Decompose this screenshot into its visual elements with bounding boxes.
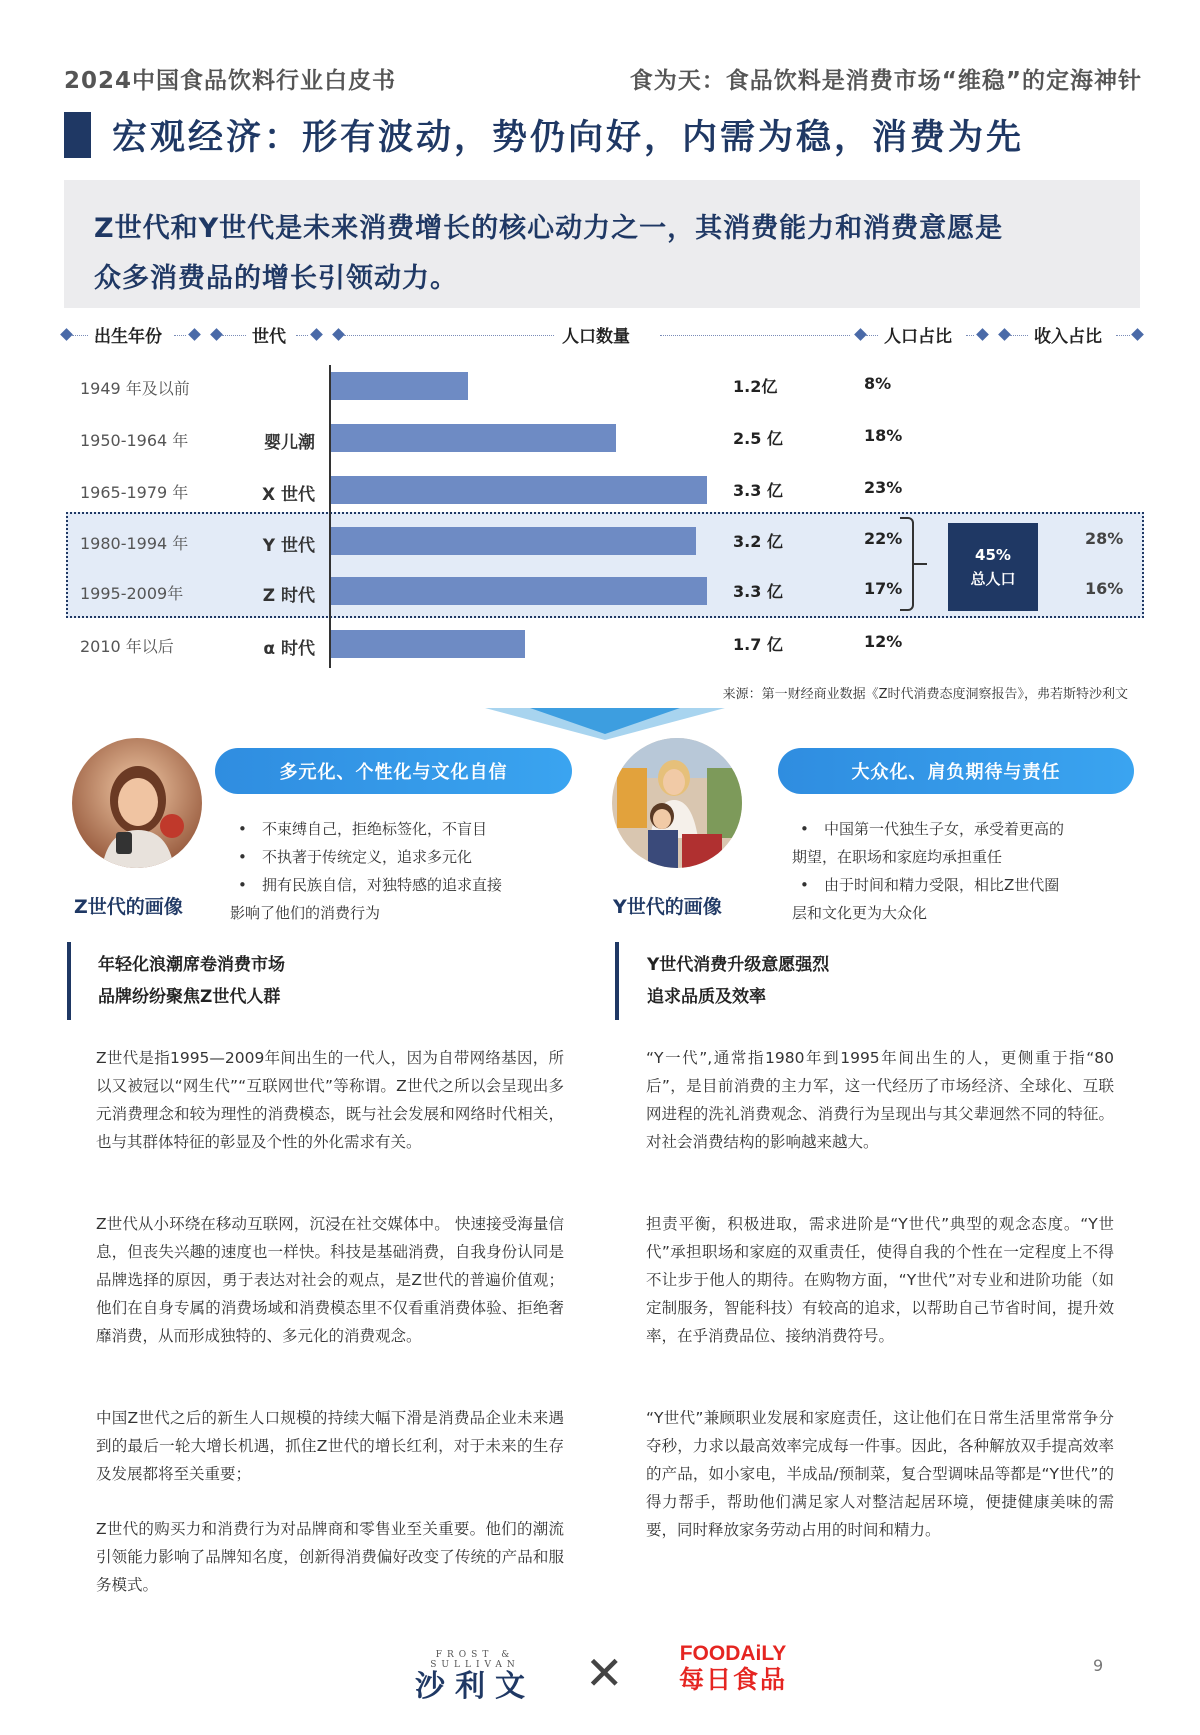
dotted-rule (296, 335, 308, 336)
header-birth-year: 出生年份 (94, 327, 162, 347)
row-income-share: 28% (1085, 529, 1124, 548)
right-paragraph-3: “Y世代”兼顾职业发展和家庭责任，这让他们在日常生活里常常争分夺秒，力求以最高效率完成每一件事。因此，各种解放双手提高效率的产品，如小家电，半成品/预制菜，复合型调味品等都是“Y世代”的得力帮手，帮助他们满足家人对整洁起居环境，便捷健康美味的需要，同时释放家务劳动占用的时间和精力。 (646, 1409, 1114, 1539)
summary-line-1: Z世代和Y世代是未来消费增长的核心动力之一，其消费能力和消费意愿是 (94, 213, 1004, 244)
collaboration-x-icon: ✕ (585, 1646, 624, 1700)
bullet-item (230, 871, 570, 927)
left-paragraph-3: 中国Z世代之后的新生人口规模的持续大幅下滑是消费品企业未来遇到的最后一轮大增长机遇，抓住Z世代的增长红利，对于未来的生存及发展都将至关重要； (96, 1409, 564, 1483)
diamond-marker (976, 328, 989, 341)
row-population-share: 18% (864, 426, 903, 445)
population-bar (331, 476, 707, 504)
bullet-item: • 不束缚自己，拒绝标签化，不盲目 (230, 815, 570, 843)
left-subtitle-line-2: 品牌纷纷聚焦Z世代人群 (98, 987, 281, 1007)
bullet-continuation: 层和文化更为大众化 (792, 904, 928, 922)
bullet-item: • 不执著于传统定义，追求多元化 (230, 843, 570, 871)
right-subtitle-line-2: 追求品质及效率 (647, 987, 766, 1007)
row-birth-year: 2010 年以后 (80, 637, 174, 656)
header-income-share: 收入占比 (1034, 327, 1102, 347)
bar-axis (329, 365, 331, 668)
z-portrait-theme-pill: 多元化、个性化与文化自信 (215, 748, 572, 794)
summary-box (64, 180, 1140, 308)
population-bar (331, 424, 616, 452)
left-subtitle (98, 949, 285, 1013)
population-bar (331, 527, 696, 555)
total-population-box (948, 523, 1038, 611)
row-population-share: 8% (864, 374, 892, 393)
population-bar (331, 630, 525, 658)
total-population-pct: 45% (975, 546, 1011, 564)
report-slogan: 食为天：食品饮料是消费市场“维稳”的定海神针 (629, 68, 1142, 94)
dotted-rule (866, 335, 878, 336)
header-generation: 世代 (252, 327, 286, 347)
diamond-marker (60, 328, 73, 341)
foodaily-logo-cn: 每日食品 (678, 1665, 787, 1694)
row-population: 3.2 亿 (733, 532, 783, 551)
right-paragraph-1: “Y一代”,通常指1980年到1995年间出生的人，更侧重于指“80后”，是目前消费的主力军，这一代经历了市场经济、全球化、互联网进程的洗礼消费观念、消费行为呈现出与其父辈迥然不同的特征。对社会消费结构的影响越来越大。 (646, 1049, 1114, 1151)
bullet-text: 中国第一代独生子女，承受着更高的 (824, 820, 1065, 838)
dotted-rule (966, 335, 974, 336)
dotted-rule (344, 335, 554, 336)
diamond-marker (188, 328, 201, 341)
row-population-share: 23% (864, 478, 903, 497)
row-population-share: 17% (864, 579, 903, 598)
left-paragraph-2: Z世代从小环绕在移动互联网，沉浸在社交媒体中。 快速接受海量信息，但丧失兴趣的速度也一样快。科技是基础消费，自我身份认同是品牌选择的原因，勇于表达对社会的观点，是Z世代的普遍价值观；他们在自身专属的消费场域和消费模态里不仅看重消费体验、拒绝奢靡消费，从而形成独特的、多元化的消费观念。 (96, 1215, 564, 1345)
z-portrait-bullets (230, 815, 570, 927)
row-population: 1.2亿 (733, 377, 778, 396)
diamond-marker (310, 328, 323, 341)
row-income-share: 16% (1085, 579, 1124, 598)
bullet-continuation: 期望，在职场和家庭均承担重任 (792, 848, 1003, 866)
foodaily-logo (668, 1642, 798, 1694)
summary-line-2: 众多消费品的增长引领动力。 (94, 263, 458, 294)
bullet-continuation: 影响了他们的消费行为 (230, 904, 381, 922)
dotted-rule (1010, 335, 1028, 336)
right-subtitle-bar (615, 942, 619, 1020)
frost-sullivan-logo (400, 1650, 550, 1704)
diamond-marker (332, 328, 345, 341)
title-accent-bar (64, 112, 91, 158)
row-generation: Y 世代 (262, 536, 315, 556)
y-portrait-label: Y世代的画像 (613, 896, 722, 918)
row-birth-year: 1980-1994 年 (80, 534, 189, 553)
row-generation: Z 时代 (262, 586, 315, 606)
y-portrait-theme-pill: 大众化、肩负期待与责任 (778, 748, 1134, 794)
population-bar (331, 577, 707, 605)
diamond-marker (210, 328, 223, 341)
row-birth-year: 1995-2009年 (80, 584, 184, 603)
diamond-marker (854, 328, 867, 341)
row-birth-year: 1950-1964 年 (80, 431, 189, 450)
row-population-share: 12% (864, 632, 903, 651)
frost-sullivan-logo-cn: 沙利文 (415, 1669, 535, 1704)
left-paragraph-4: Z世代的购买力和消费行为对品牌商和零售业至关重要。他们的潮流引领能力影响了品牌知名度，创新得消费偏好改变了传统的产品和服务模式。 (96, 1520, 564, 1594)
bullet-text: 由于时间和精力受限，相比Z世代圈 (824, 876, 1060, 894)
left-subtitle-bar (67, 942, 71, 1020)
yz-bracket (900, 517, 914, 611)
source-note: 来源：第一财经商业数据《Z时代消费态度洞察报告》，弗若斯特沙利文 (722, 687, 1128, 702)
dotted-rule (1116, 335, 1130, 336)
page-title: 宏观经济：形有波动，势仍向好，内需为稳，消费为先 (112, 118, 1025, 158)
row-population: 1.7 亿 (733, 635, 783, 654)
row-population: 2.5 亿 (733, 429, 783, 448)
frost-sullivan-logo-en: FROST & SULLIVAN (430, 1650, 520, 1670)
row-generation: 婴儿潮 (264, 433, 315, 453)
bullet-text: 拥有民族自信，对独特感的追求直接 (262, 876, 503, 894)
z-portrait-label: Z世代的画像 (74, 896, 183, 918)
left-paragraph-1: Z世代是指1995—2009年间出生的一代人，因为自带网络基因，所以又被冠以“网生代”“互联网世代”等称谓。Z世代之所以会呈现出多元消费理念和较为理性的消费模态，既与社会发展和网络时代相关，也与其群体特征的彰显及个性的外化需求有关。 (96, 1049, 564, 1151)
row-birth-year: 1965-1979 年 (80, 483, 189, 502)
row-birth-year: 1949 年及以前 (80, 379, 190, 398)
population-bar (331, 372, 468, 400)
dotted-rule (660, 335, 850, 336)
row-generation: α 时代 (263, 639, 315, 659)
bullet-item (792, 871, 1132, 927)
row-population: 3.3 亿 (733, 481, 783, 500)
y-portrait-bullets (792, 815, 1132, 927)
page-number: 9 (1093, 1656, 1104, 1675)
header-population-share: 人口占比 (884, 327, 952, 347)
yz-bracket-tip (913, 563, 927, 565)
diamond-marker (1131, 328, 1144, 341)
foodaily-logo-en: FOODAiLY (679, 1642, 787, 1665)
dotted-rule (72, 335, 88, 336)
right-paragraph-2: 担责平衡，积极进取，需求进阶是“Y世代”典型的观念态度。“Y世代”承担职场和家庭的双重责任，使得自我的个性在一定程度上不得不让步于他人的期待。在购物方面，“Y世代”对专业和进阶功能（如定制服务，智能科技）有较高的追求，以帮助自己节省时间，提升效率，在乎消费品位、接纳消费符号。 (646, 1215, 1114, 1345)
left-subtitle-line-1: 年轻化浪潮席卷消费市场 (98, 955, 285, 975)
row-population: 3.3 亿 (733, 582, 783, 601)
diamond-marker (998, 328, 1011, 341)
funnel-arrow-inner (530, 708, 680, 734)
z-generation-photo (72, 738, 202, 868)
dotted-rule (174, 335, 186, 336)
row-population-share: 22% (864, 529, 903, 548)
row-generation: X 世代 (261, 485, 315, 505)
report-title: 2024中国食品饮料行业白皮书 (64, 68, 397, 94)
bullet-item (792, 815, 1132, 871)
header-population: 人口数量 (562, 327, 630, 347)
dotted-rule (222, 335, 246, 336)
right-subtitle-line-1: Y世代消费升级意愿强烈 (647, 955, 830, 975)
y-generation-photo (612, 738, 742, 868)
right-subtitle (647, 949, 829, 1013)
total-population-label: 总人口 (970, 570, 1016, 588)
